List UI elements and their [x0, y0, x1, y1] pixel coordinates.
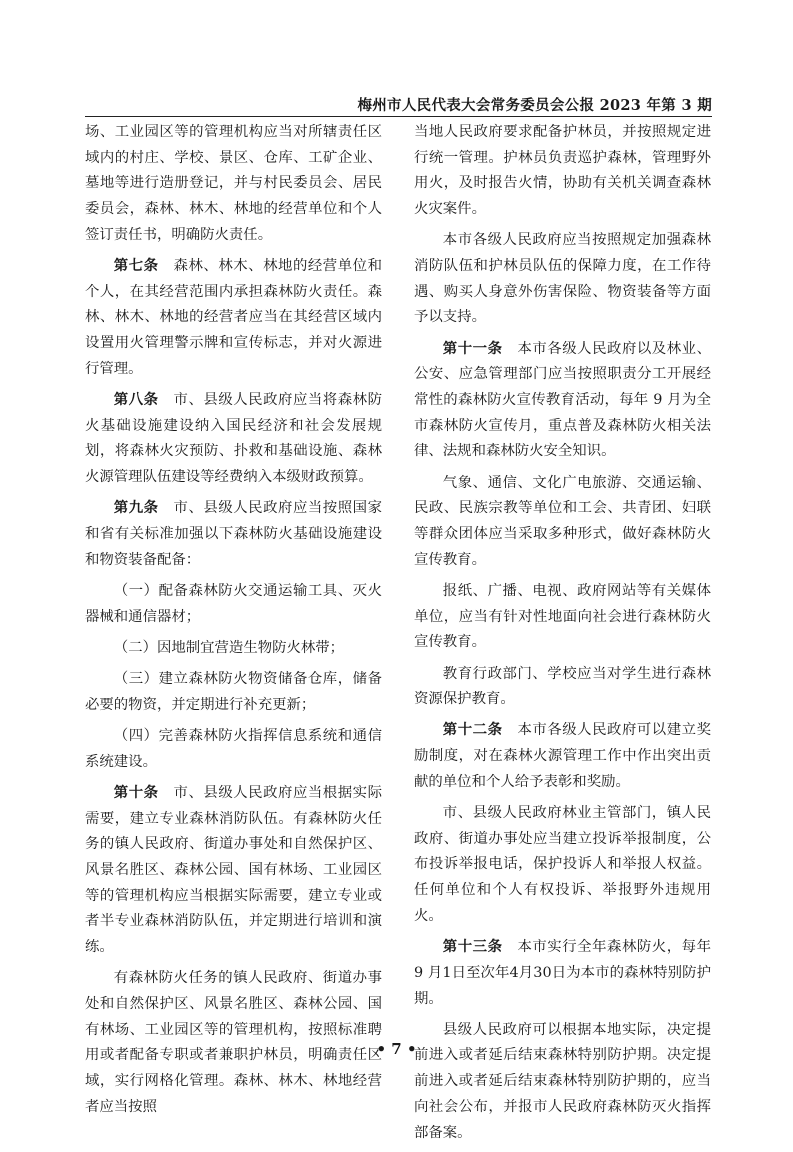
paragraph-text: 本市各级人民政府可以建立奖励制度，对在森林火源管理工作中作出突出贡献的单位和个人给予表彰和奖励。 [414, 722, 711, 790]
article-number: 第七条 [113, 258, 159, 275]
paragraph [85, 579, 382, 630]
paragraph-text: 市、县级人民政府应当根据实际需要，建立专业森林消防队伍。有森林防火任务的镇人民政府、街道办事处和自然保护区、风景名胜区、森林公园、国有林场、工业园区等的管理机构应当根据实际需要，建立专业或者半专业森林消防队伍，并定期进行培训和演练。 [85, 784, 382, 956]
paragraph [85, 496, 382, 573]
journal-header: 梅州市人民代表大会常务委员会公报 2023 年第 3 期 [357, 97, 712, 114]
paragraph [414, 579, 711, 656]
paragraph [414, 662, 711, 713]
paragraph [85, 724, 382, 775]
paragraph-text: 当地人民政府要求配备护林员，并按照规定进行统一管理。护林员负责巡护森林，管理野外用火，及时报告火情，协助有关机关调查森林火灾案件。 [414, 124, 711, 218]
header-rule [85, 116, 712, 117]
paragraph [85, 781, 382, 961]
paragraph-text: 报纸、广播、电视、政府网站等有关媒体单位，应当有针对性地面向社会进行森林防火宣传教育。 [414, 582, 711, 651]
paragraph-text: （二）因地制宜营造生物防火林带； [113, 639, 345, 656]
paragraph-text: （一）配备森林防火交通运输工具、灭火器械和通信器材； [85, 582, 382, 625]
paragraph-text: 市、县级人民政府应当将森林防火基础设施建设纳入国民经济和社会发展规划，将森林火灾预防、扑救和基础设施、森林火源管理队伍建设等经费纳入本级财政预算。 [85, 392, 382, 486]
paragraph [414, 120, 711, 223]
paragraph [85, 667, 382, 718]
paragraph-text: （四）完善森林防火指挥信息系统和通信系统建设。 [85, 727, 382, 770]
paragraph-text: 市、县级人民政府应当按照国家和省有关标准加强以下森林防火基础设施建设和物资装备配备： [85, 500, 382, 568]
paragraph-text: 森林、林木、林地的经营单位和个人，在其经营范围内承担森林防火责任。森林、林木、林地的经营者应当在其经营区域内设置用火管理警示牌和宣传标志，并对火源进行管理。 [85, 258, 382, 377]
paragraph-text: 场、工业园区等的管理机构应当对所辖责任区域内的村庄、学校、景区、仓库、工矿企业、墓地等进行造册登记，并与村民委员会、居民委员会，森林、林木、林地的经营单位和个人签订责任书，明确防火责任。 [85, 124, 382, 243]
paragraph [414, 337, 711, 466]
paragraph [414, 228, 711, 331]
article-number: 第八条 [113, 392, 159, 409]
paragraph-text: 市、县级人民政府林业主管部门，镇人民政府、街道办事处应当建立投诉举报制度，公布投诉举报电话，保护投诉人和举报人权益。任何单位和个人有权投诉、举报野外违规用火。 [414, 805, 711, 924]
paragraph [414, 935, 711, 1012]
paragraph-text: 本市各级人民政府以及林业、公安、应急管理部门应当按照职责分工开展经常性的森林防火宣传教育活动，每年 9 月为全市森林防火宣传月，重点普及森林防火相关法律、法规和森林防火安全知识。 [414, 340, 711, 460]
paragraph [85, 388, 382, 491]
paragraph-text: 气象、通信、文化广电旅游、交通运输、民政、民族宗教等单位和工会、共青团、妇联等群众团体应当采取多种形式，做好森林防火宣传教育。 [414, 474, 711, 568]
paragraph-text: 本市实行全年森林防火，每年 9 月1日至次年4月30日为本市的森林特别防护期。 [414, 939, 711, 1007]
paragraph-text: 有森林防火任务的镇人民政府、街道办事处和自然保护区、风景名胜区、森林公园、国有林场、工业园区等的管理机构，按照标准聘用或者配备专职或者兼职护林员，明确责任区域，实行网格化管理。森林、林木、林地经营者应当按照 [85, 970, 382, 1115]
paragraph [85, 636, 382, 662]
paragraph-text: （三）建立森林防火物资储备仓库，储备必要的物资，并定期进行补充更新； [85, 671, 382, 713]
paragraph [414, 471, 711, 574]
paragraph-text: 县级人民政府可以根据本地实际，决定提前进入或者延后结束森林特别防护期。决定提前进入或者延后结束森林特别防护期的，应当向社会公布，并报市人民政府森林防灭火指挥部备案。 [414, 1021, 711, 1141]
article-number: 第十条 [113, 784, 159, 801]
paragraph-text: 教育行政部门、学校应当对学生进行森林资源保护教育。 [414, 665, 711, 708]
page-number: • 7 • [376, 1040, 417, 1058]
left-column [85, 120, 382, 1126]
paragraph-text: 本市各级人民政府应当按照规定加强森林消防队伍和护林员队伍的保障力度，在工作待遇、购买人身意外伤害保险、物资装备等方面予以支持。 [414, 232, 711, 326]
paragraph [85, 120, 382, 249]
article-number: 第九条 [113, 500, 159, 517]
paragraph [85, 254, 382, 383]
paragraph [414, 718, 711, 795]
paragraph [414, 1018, 711, 1147]
article-number: 第十一条 [442, 340, 503, 357]
paragraph [414, 801, 711, 930]
right-column [414, 120, 711, 1152]
article-number: 第十二条 [442, 722, 503, 739]
article-number: 第十三条 [442, 939, 503, 956]
